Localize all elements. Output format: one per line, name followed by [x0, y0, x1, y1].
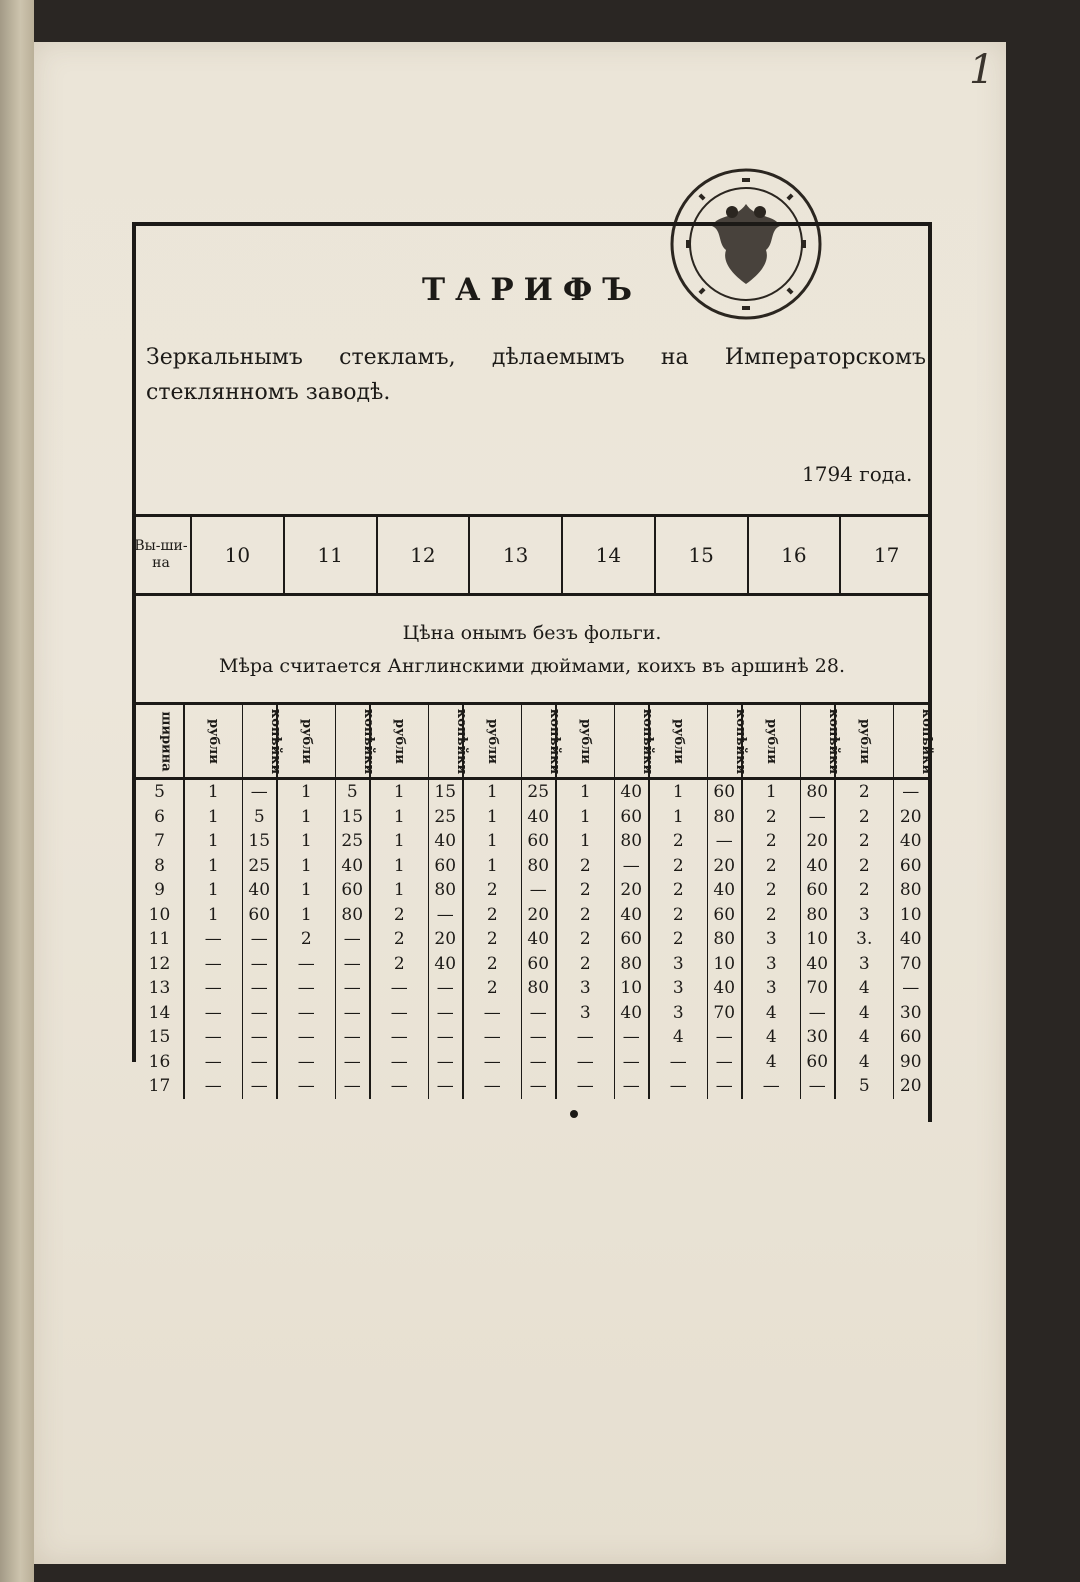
kopecks-cell: — [521, 1025, 556, 1050]
rubles-cell: 2 [649, 878, 707, 903]
rubles-cell: 2 [556, 878, 614, 903]
kopecks-cell: 80 [614, 952, 649, 977]
height-value: 11 [283, 517, 376, 593]
rubles-cell: 3 [649, 976, 707, 1001]
rubles-cell: — [184, 1074, 242, 1099]
kopecks-cell: 60 [707, 779, 742, 805]
kopecks-cell: — [428, 1025, 463, 1050]
rubles-cell: — [277, 1025, 335, 1050]
kopecks-header: копѣйки [521, 705, 556, 779]
kopecks-cell: 80 [614, 829, 649, 854]
rubles-cell: — [370, 1050, 428, 1075]
rubles-cell: 2 [835, 854, 893, 879]
rubles-cell: — [556, 1025, 614, 1050]
kopecks-cell: — [242, 952, 277, 977]
width-cell: 14 [148, 1002, 171, 1023]
rubles-cell: 3. [835, 927, 893, 952]
kopecks-cell: 80 [521, 976, 556, 1001]
kopecks-header: копѣйки [242, 705, 277, 779]
rubles-cell: 1 [184, 854, 242, 879]
height-label: Вы-ши-на [134, 538, 188, 571]
kopecks-cell: 40 [893, 829, 928, 854]
rubles-cell: — [370, 1074, 428, 1099]
rubles-cell: 2 [742, 854, 800, 879]
kopecks-cell: — [335, 976, 370, 1001]
kopecks-cell: — [242, 976, 277, 1001]
height-value: 14 [561, 517, 654, 593]
rubles-cell: 2 [742, 878, 800, 903]
kopecks-cell: 40 [614, 1001, 649, 1026]
rubles-cell: 2 [835, 779, 893, 805]
kopecks-cell: 60 [428, 854, 463, 879]
kopecks-cell: 40 [521, 805, 556, 830]
kopecks-cell: — [707, 1050, 742, 1075]
rubles-cell: 1 [463, 854, 521, 879]
kopecks-cell: — [242, 1074, 277, 1099]
kopecks-cell: — [335, 1050, 370, 1075]
kopecks-cell: 20 [428, 927, 463, 952]
rubles-cell: 4 [835, 976, 893, 1001]
kopecks-cell: 5 [335, 779, 370, 805]
kopecks-cell: — [614, 1050, 649, 1075]
rubles-cell: 4 [835, 1001, 893, 1026]
kopecks-cell: — [428, 1001, 463, 1026]
rubles-header: рубли [277, 705, 335, 779]
table-row [136, 952, 928, 977]
rubles-cell: 2 [370, 952, 428, 977]
kopecks-cell: 5 [242, 805, 277, 830]
price-note: Цѣна онымъ безъ фольги. [402, 622, 662, 644]
kopecks-cell: 20 [521, 903, 556, 928]
rubles-cell: 5 [835, 1074, 893, 1099]
kopecks-cell: 60 [614, 927, 649, 952]
width-header: ширина [136, 705, 184, 779]
kopecks-cell: — [614, 1074, 649, 1099]
width-cell: 7 [154, 831, 165, 852]
rubles-cell: 4 [835, 1050, 893, 1075]
width-cell: 9 [154, 880, 165, 901]
rubles-cell: 2 [742, 829, 800, 854]
rubles-cell: 1 [370, 779, 428, 805]
rubles-cell: 2 [463, 878, 521, 903]
rubles-cell: 2 [742, 903, 800, 928]
rubles-cell: — [184, 1001, 242, 1026]
kopecks-cell: — [335, 952, 370, 977]
rubles-cell: 1 [556, 779, 614, 805]
width-cell: 11 [148, 929, 171, 950]
kopecks-cell: 60 [335, 878, 370, 903]
kopecks-cell: — [242, 927, 277, 952]
rubles-cell: 2 [277, 927, 335, 952]
rubles-cell: — [370, 1025, 428, 1050]
rubles-cell: — [649, 1050, 707, 1075]
kopecks-cell: — [800, 1001, 835, 1026]
rubles-cell: 1 [463, 779, 521, 805]
width-cell: 10 [148, 904, 171, 925]
rubles-cell: 1 [370, 805, 428, 830]
kopecks-cell: — [614, 1025, 649, 1050]
rubles-cell: 1 [463, 829, 521, 854]
rubles-header: рубли [463, 705, 521, 779]
rubles-cell: — [277, 952, 335, 977]
rubles-cell: 3 [742, 927, 800, 952]
table-row [136, 1074, 928, 1099]
rubles-cell: — [184, 1025, 242, 1050]
kopecks-cell: — [428, 976, 463, 1001]
kopecks-cell: — [335, 927, 370, 952]
kopecks-cell: 60 [893, 854, 928, 879]
kopecks-cell: 25 [428, 805, 463, 830]
kopecks-cell: — [800, 805, 835, 830]
rubles-cell: 2 [556, 854, 614, 879]
kopecks-cell: 20 [707, 854, 742, 879]
kopecks-cell: — [335, 1001, 370, 1026]
kopecks-cell: 40 [800, 854, 835, 879]
kopecks-cell: 40 [521, 927, 556, 952]
kopecks-cell: — [707, 1025, 742, 1050]
kopecks-cell: 70 [893, 952, 928, 977]
rubles-cell: — [184, 1050, 242, 1075]
width-cell: 17 [148, 1076, 171, 1097]
price-table [136, 705, 934, 1099]
rubles-cell: 1 [556, 805, 614, 830]
rubles-cell: 2 [835, 878, 893, 903]
kopecks-header: копѣйки [428, 705, 463, 779]
kopecks-cell: 70 [707, 1001, 742, 1026]
rubles-cell: 1 [277, 878, 335, 903]
kopecks-cell: 25 [242, 854, 277, 879]
rubles-cell: 1 [184, 829, 242, 854]
rubles-cell: 3 [556, 1001, 614, 1026]
rubles-cell: — [463, 1074, 521, 1099]
rubles-cell: 4 [649, 1025, 707, 1050]
rubles-header: рубли [835, 705, 893, 779]
table-row [136, 976, 928, 1001]
rubles-header: рубли [184, 705, 242, 779]
kopecks-cell: 90 [893, 1050, 928, 1075]
rubles-cell: — [277, 1050, 335, 1075]
rubles-header: рубли [556, 705, 614, 779]
rubles-cell: 1 [277, 854, 335, 879]
kopecks-cell: 25 [335, 829, 370, 854]
height-value: 12 [376, 517, 469, 593]
height-value: 17 [839, 517, 932, 593]
rubles-cell: 3 [649, 952, 707, 977]
rubles-cell: 1 [463, 805, 521, 830]
rubles-cell: 3 [835, 903, 893, 928]
rubles-cell: — [463, 1050, 521, 1075]
kopecks-cell: 30 [800, 1025, 835, 1050]
kopecks-cell: — [242, 779, 277, 805]
kopecks-header: копѣйки [614, 705, 649, 779]
rubles-cell: — [277, 1074, 335, 1099]
rubles-header: рубли [742, 705, 800, 779]
rubles-cell: — [463, 1001, 521, 1026]
rubles-cell: 2 [370, 927, 428, 952]
rubles-header: рубли [370, 705, 428, 779]
kopecks-cell: 40 [893, 927, 928, 952]
rubles-cell: 2 [649, 927, 707, 952]
kopecks-cell: 60 [614, 805, 649, 830]
kopecks-cell: 80 [893, 878, 928, 903]
kopecks-cell: 40 [707, 878, 742, 903]
rubles-cell: 1 [742, 779, 800, 805]
document-title: ТАРИФЪ [422, 272, 642, 308]
rubles-cell: 2 [463, 952, 521, 977]
rubles-cell: 2 [649, 903, 707, 928]
kopecks-cell: 60 [521, 829, 556, 854]
width-cell: 16 [148, 1051, 171, 1072]
kopecks-cell: — [893, 976, 928, 1001]
kopecks-cell: — [800, 1074, 835, 1099]
table-header-row [136, 705, 928, 779]
height-value: 16 [747, 517, 840, 593]
rubles-cell: 3 [742, 952, 800, 977]
rubles-cell: 1 [277, 805, 335, 830]
document-page [34, 42, 1006, 1564]
rubles-cell: 4 [835, 1025, 893, 1050]
kopecks-cell: 60 [893, 1025, 928, 1050]
kopecks-cell: 10 [800, 927, 835, 952]
rubles-cell: — [184, 927, 242, 952]
table-row [136, 779, 928, 805]
table-row [136, 1001, 928, 1026]
rubles-cell: 1 [184, 805, 242, 830]
rubles-cell: 2 [463, 976, 521, 1001]
table-row [136, 903, 928, 928]
kopecks-cell: 15 [335, 805, 370, 830]
rubles-cell: — [463, 1025, 521, 1050]
rubles-cell: 2 [835, 805, 893, 830]
kopecks-cell: — [521, 1050, 556, 1075]
kopecks-cell: — [521, 878, 556, 903]
rubles-cell: — [556, 1074, 614, 1099]
rubles-cell: 2 [556, 927, 614, 952]
rubles-cell: 2 [370, 903, 428, 928]
kopecks-cell: — [614, 854, 649, 879]
rubles-cell: — [184, 976, 242, 1001]
printer-dot [570, 1110, 578, 1118]
rubles-cell: 3 [556, 976, 614, 1001]
kopecks-cell: 30 [893, 1001, 928, 1026]
rubles-cell: 1 [277, 829, 335, 854]
kopecks-cell: — [707, 1074, 742, 1099]
kopecks-cell: — [242, 1050, 277, 1075]
rubles-cell: 2 [556, 952, 614, 977]
kopecks-cell: 80 [800, 903, 835, 928]
kopecks-cell: 10 [893, 903, 928, 928]
table-row [136, 927, 928, 952]
rubles-cell: 2 [835, 829, 893, 854]
rubles-cell: 1 [370, 878, 428, 903]
kopecks-cell: 40 [707, 976, 742, 1001]
kopecks-cell: 10 [707, 952, 742, 977]
kopecks-cell: 60 [707, 903, 742, 928]
kopecks-cell: 40 [614, 903, 649, 928]
width-cell: 13 [148, 978, 171, 999]
rubles-cell: — [277, 1001, 335, 1026]
kopecks-cell: — [428, 1050, 463, 1075]
rubles-cell: 2 [649, 854, 707, 879]
rubles-cell: — [370, 976, 428, 1001]
kopecks-cell: 40 [614, 779, 649, 805]
rubles-cell: 1 [649, 805, 707, 830]
kopecks-cell: 40 [428, 952, 463, 977]
rubles-cell: 1 [277, 903, 335, 928]
rubles-cell: — [556, 1050, 614, 1075]
rubles-cell: — [649, 1074, 707, 1099]
rubles-cell: 2 [556, 903, 614, 928]
rubles-cell: 1 [370, 854, 428, 879]
kopecks-cell: 70 [800, 976, 835, 1001]
rubles-cell: — [370, 1001, 428, 1026]
rubles-header: рубли [649, 705, 707, 779]
kopecks-cell: — [242, 1025, 277, 1050]
kopecks-cell: 20 [893, 1074, 928, 1099]
table-row [136, 1025, 928, 1050]
height-row [132, 517, 932, 593]
document-year: 1794 года. [802, 462, 913, 486]
kopecks-cell: 20 [614, 878, 649, 903]
kopecks-cell: 80 [707, 805, 742, 830]
kopecks-header: копѣйки [893, 705, 928, 779]
rubles-cell: 3 [649, 1001, 707, 1026]
kopecks-cell: 80 [521, 854, 556, 879]
kopecks-cell: 15 [428, 779, 463, 805]
rubles-cell: — [184, 952, 242, 977]
rubles-cell: 1 [277, 779, 335, 805]
kopecks-cell: 60 [800, 878, 835, 903]
kopecks-cell: 80 [707, 927, 742, 952]
rubles-cell: 2 [463, 927, 521, 952]
table-row [136, 878, 928, 903]
rubles-cell: 1 [184, 878, 242, 903]
kopecks-cell: 40 [335, 854, 370, 879]
kopecks-cell: 40 [800, 952, 835, 977]
kopecks-cell: 80 [800, 779, 835, 805]
kopecks-cell: 80 [428, 878, 463, 903]
kopecks-cell: 60 [800, 1050, 835, 1075]
kopecks-cell: 20 [893, 805, 928, 830]
rubles-cell: 3 [835, 952, 893, 977]
kopecks-cell: — [521, 1001, 556, 1026]
rubles-cell: 1 [370, 829, 428, 854]
kopecks-cell: — [707, 829, 742, 854]
rubles-cell: 4 [742, 1001, 800, 1026]
kopecks-cell: — [893, 779, 928, 805]
kopecks-header: копѣйки [800, 705, 835, 779]
kopecks-cell: — [335, 1025, 370, 1050]
table-row [136, 854, 928, 879]
kopecks-cell: — [335, 1074, 370, 1099]
width-cell: 8 [154, 855, 165, 876]
table-row [136, 1050, 928, 1075]
kopecks-cell: 60 [242, 903, 277, 928]
rubles-cell: 2 [463, 903, 521, 928]
rubles-cell: 4 [742, 1025, 800, 1050]
kopecks-cell: 40 [428, 829, 463, 854]
width-cell: 5 [154, 782, 165, 803]
rubles-cell: 1 [649, 779, 707, 805]
rubles-cell: 1 [184, 903, 242, 928]
table-row [136, 829, 928, 854]
kopecks-cell: 15 [242, 829, 277, 854]
width-cell: 6 [154, 806, 165, 827]
rubles-cell: 1 [184, 779, 242, 805]
kopecks-cell: — [242, 1001, 277, 1026]
kopecks-cell: — [428, 1074, 463, 1099]
document-subtitle: Зеркальнымъ стекламъ, дѣлаемымъ на Императорскомъ стеклянномъ заводѣ. [146, 345, 926, 405]
kopecks-cell: 80 [335, 903, 370, 928]
kopecks-cell: 10 [614, 976, 649, 1001]
kopecks-cell: 60 [521, 952, 556, 977]
kopecks-cell: 20 [800, 829, 835, 854]
rubles-cell: — [277, 976, 335, 1001]
rubles-cell: — [742, 1074, 800, 1099]
kopecks-header: копѣйки [707, 705, 742, 779]
rubles-cell: 2 [742, 805, 800, 830]
table-row [136, 805, 928, 830]
page-number: 1 [969, 47, 995, 93]
rubles-cell: 1 [556, 829, 614, 854]
height-value: 13 [468, 517, 561, 593]
rubles-cell: 2 [649, 829, 707, 854]
rubles-cell: 4 [742, 1050, 800, 1075]
rubles-cell: 3 [742, 976, 800, 1001]
height-value: 10 [190, 517, 283, 593]
kopecks-cell: — [521, 1074, 556, 1099]
kopecks-cell: 40 [242, 878, 277, 903]
width-cell: 12 [148, 953, 171, 974]
height-value: 15 [654, 517, 747, 593]
kopecks-header: копѣйки [335, 705, 370, 779]
kopecks-cell: 25 [521, 779, 556, 805]
kopecks-cell: — [428, 903, 463, 928]
width-cell: 15 [148, 1027, 171, 1048]
measure-note: Мѣра считается Англинскими дюймами, коихъ въ аршинѣ 28. [218, 655, 845, 677]
adjacent-page-edge [0, 0, 34, 1582]
